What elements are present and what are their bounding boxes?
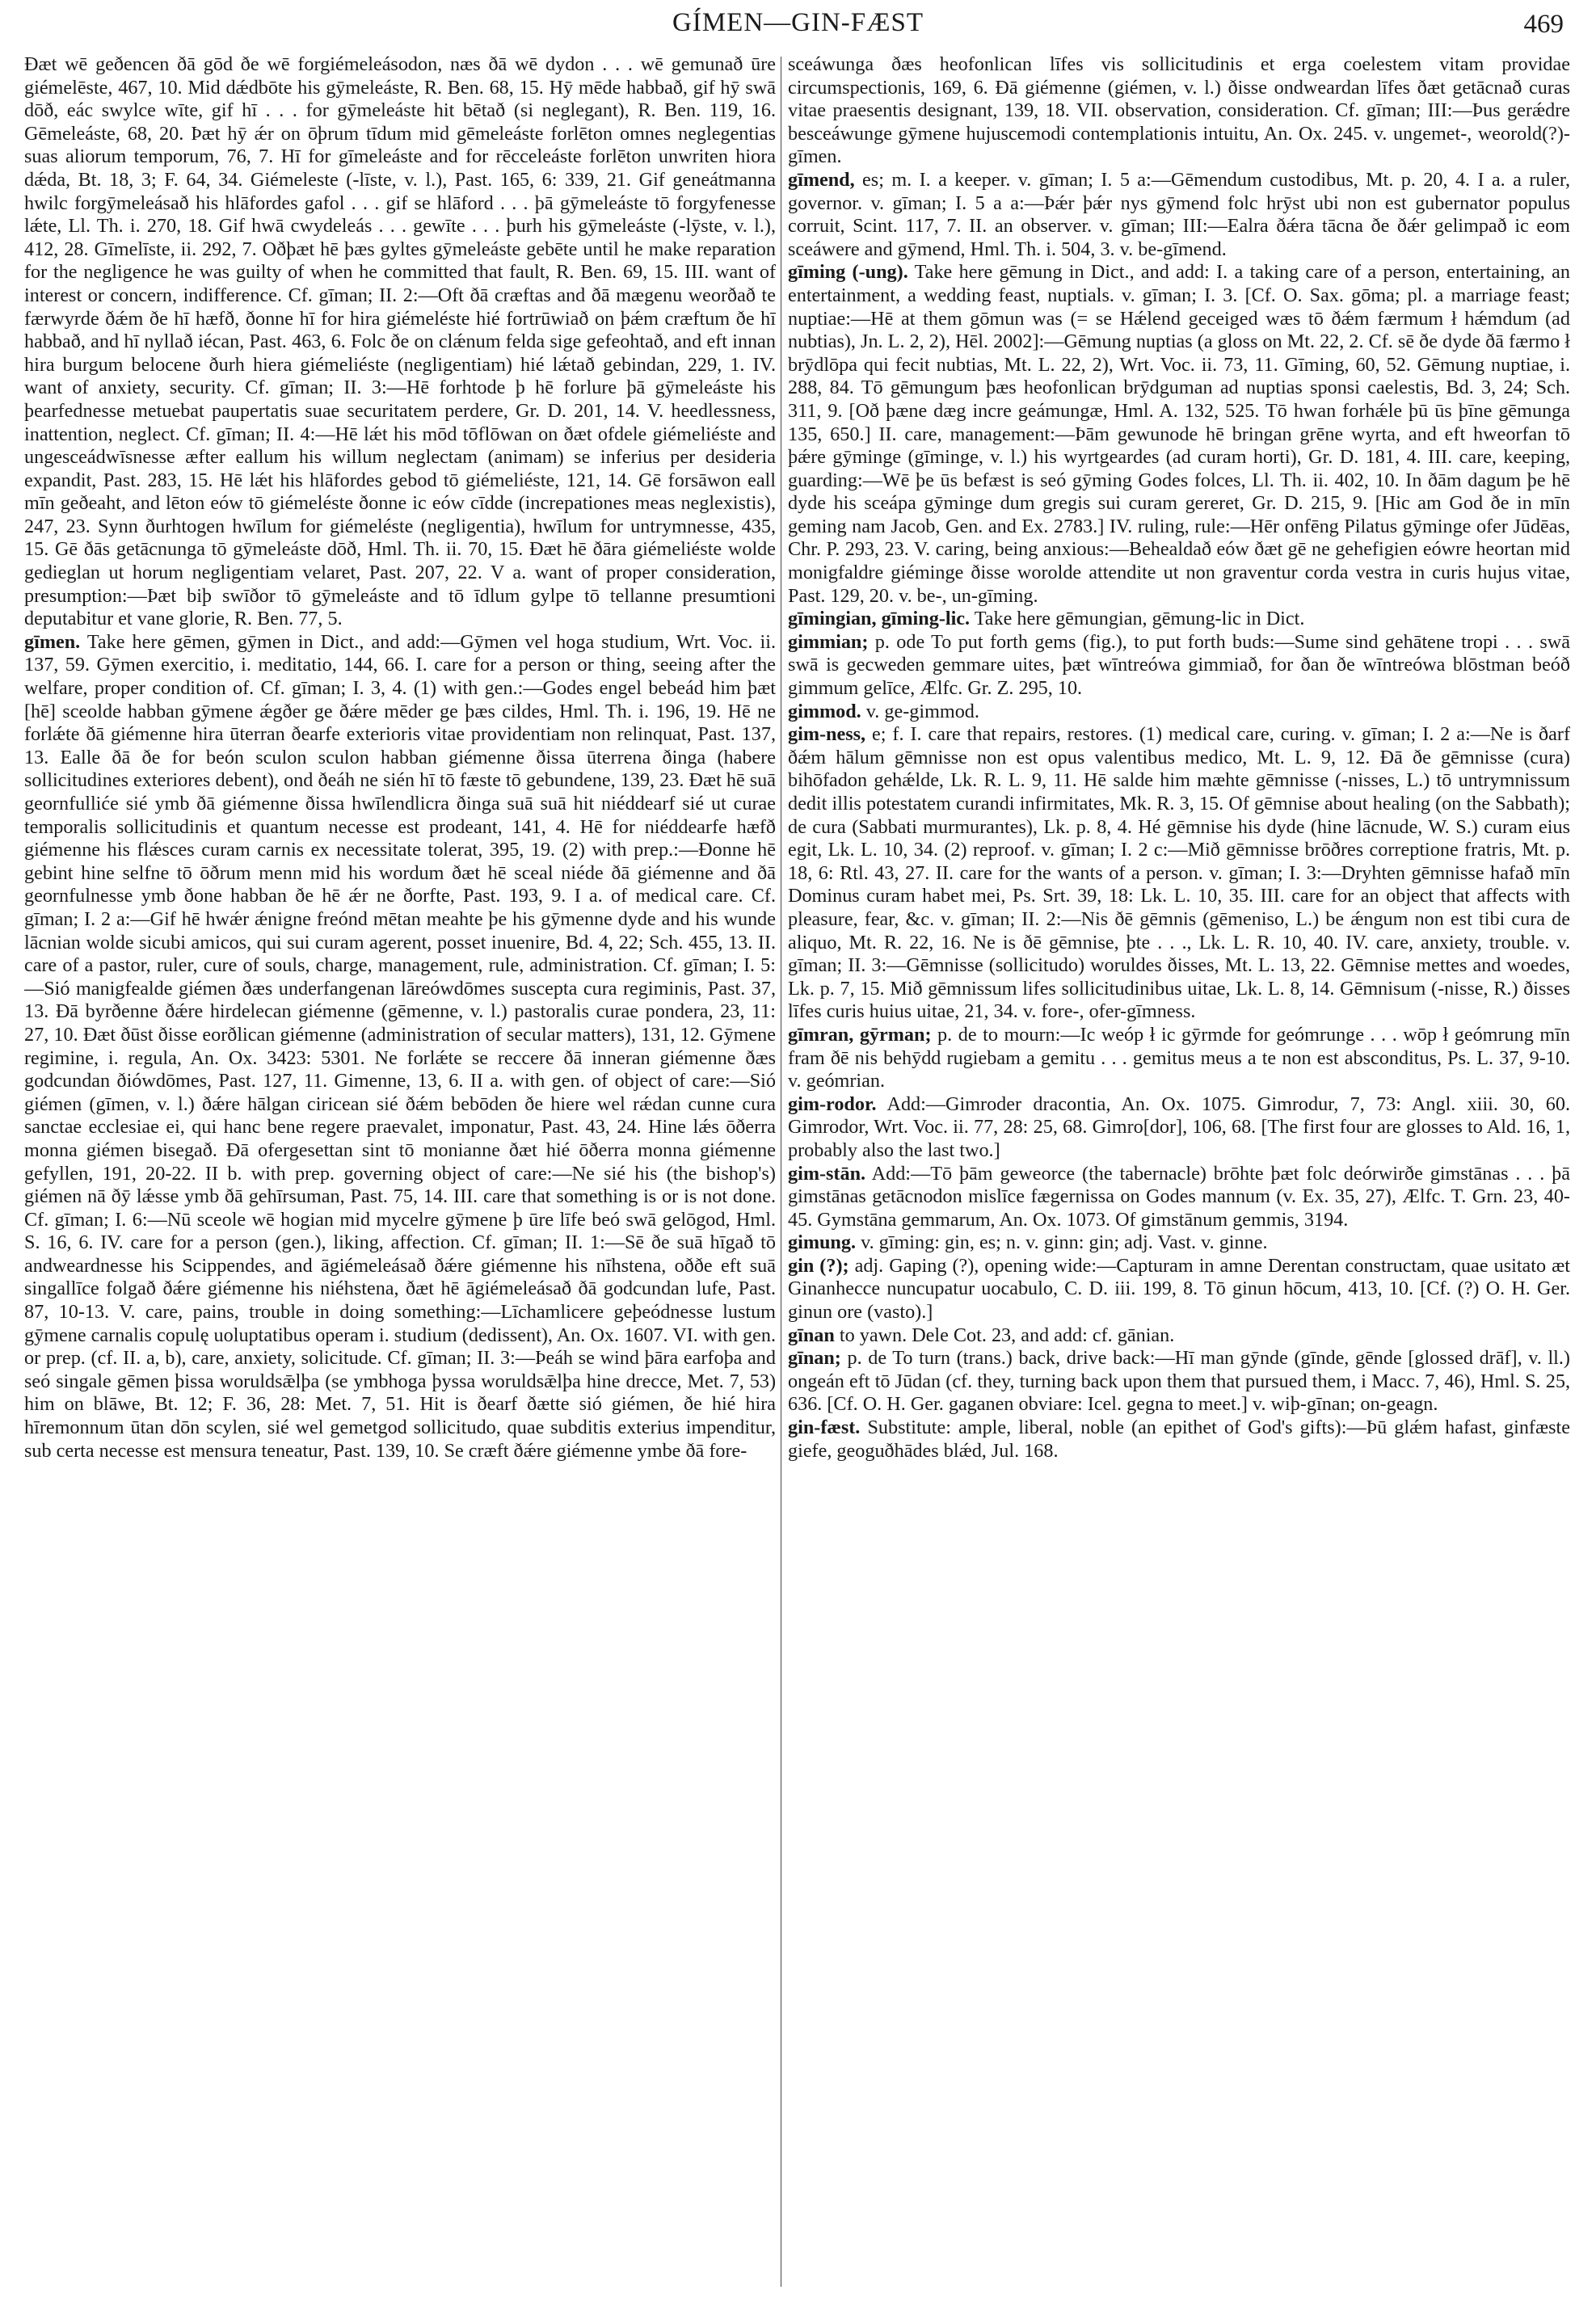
- entry-headword: gimmian;: [788, 630, 869, 653]
- entry-headword: gīnan: [788, 1324, 835, 1346]
- dictionary-entry: [788, 1347, 1570, 1416]
- dictionary-entry: [788, 631, 1570, 701]
- entry-body: Add:—Gimroder dracontia, An. Ox. 1075. Gimrodur, 7, 73: Angl. xiii. 30, 60. Gimrodor, Wrt. Voc. ii. 77, 28: 25, 68. Gimro[dor], 106, 68. [The first four are glosses to Ald. 16, 1, probably also the last two.]: [788, 1092, 1570, 1161]
- dictionary-entry: [788, 701, 1570, 724]
- entry-body: Substitute: ample, liberal, noble (an epithet of God's gifts):—Þū glǽm hafast, ginfæste giefe, geoguðhādes blǽd, Jul. 168.: [788, 1416, 1570, 1462]
- dictionary-entry: [788, 53, 1570, 169]
- dictionary-entry: [788, 261, 1570, 608]
- dictionary-entry: [788, 723, 1570, 1024]
- entry-headword: gimung.: [788, 1231, 857, 1254]
- dictionary-entry: [788, 1324, 1570, 1348]
- page-header: [24, 8, 1572, 44]
- entry-headword: gīmran, gȳrman;: [788, 1023, 932, 1046]
- entry-headword: gim-rodor.: [788, 1092, 877, 1115]
- entry-body: adj. Gaping (?), opening wide:—Capturam in amne Derentan constructam, quae usitato æt Ginanhecce nuncupatur uocabulo, C. D. iii. 199, 8. Tō ginun hōcum, 413, 10. [Cf. (?) O. H. Ger. ginun ore (vasto).]: [788, 1254, 1570, 1324]
- dictionary-entry: [788, 1231, 1570, 1255]
- entry-body: Add:—Tō þām geweorce (the tabernacle) brōhte þæt folc deórwirðe gimstānas . . . þā gimstānas getācnodon mislīce fægernissa on Godes mannum (v. Ex. 35, 27), Ælfc. T. Grn. 23, 40-45. Gymstāna gemmarum, An. Ox. 1073. Of gimstānum gemmis, 3194.: [788, 1162, 1570, 1231]
- entry-headword: gīmend,: [788, 168, 855, 191]
- entry-body: es; m. I. a keeper. v. gīman; I. 5 a:—Gēmendum custodibus, Mt. p. 20, 4. I a. a ruler, governor. v. gīman; I. 5 a a:—Þǽr þǽr nys gȳmend folc hrȳst ubi non est gubernator populus corruit, Scint. 117, 7. II. an observer. v. gīman; III:—Ealra ðǽra tācna ðe ðǽr gelimpað ic eom sceáwere and gȳmend, Hml. Th. i. 504, 3. v. be-gīmend.: [788, 168, 1570, 260]
- dictionary-entry: [788, 1024, 1570, 1093]
- dictionary-entry: [788, 1093, 1570, 1163]
- entry-body: p. de To turn (trans.) back, drive back:—Hī man gȳnde (gīnde, gēnde [glossed drāf], v. ll.) ongeán eft tō Jūdan (cf. they, turning back upon them that pursued them, i Macc. 7, 46), Hml. S. 25, 636. [Cf. O. H. Ger. gaganen obviare: Icel. gegna to meet.] v. wiþ-gīnan; on-geagn.: [788, 1347, 1570, 1416]
- dictionary-entry: [788, 169, 1570, 261]
- entry-body: v. ge-gimmod.: [861, 700, 979, 722]
- entry-headword: gimmod.: [788, 700, 861, 722]
- entry-headword: gīmingian, gīming-lic.: [788, 608, 971, 630]
- running-title: GÍMEN—GIN-FÆST: [672, 8, 924, 37]
- entry-headword: gīnan;: [788, 1347, 841, 1370]
- dictionary-entry: [788, 1163, 1570, 1232]
- dictionary-entry: [788, 1416, 1570, 1463]
- entry-body: p. ode To put forth gems (fig.), to put forth buds:—Sume sind gehātene tropi . . . swā swā is gecweden gemmare uites, þæt wīntreówa gimmiað, for ðan ðe wīntreówa blōstman beóð gimmum gelīce, Ælfc. Gr. Z. 295, 10.: [788, 630, 1570, 700]
- entry-body: e; f. I. care that repairs, restores. (1) medical care, curing. v. gīman; I. 2 a:—Ne is ðarf ðǽm hālum gēmnisse non est opus valentibus medico, Mt. L. 9, 12. Ðā ðe gēmnisse (cura) bihōfadon gehǽlde, Lk. R. L. 9, 11. Hē salde him mæhte gēmnisse (-nisses, L.) tō untrymnissum dedit illis potestatem curandi infirmitates, Mk. R. 3, 15. Of gēmnise about healing (on the Sabbath); de cura (Sabbati murmurantes), Lk. p. 8, 4. Hé gēmnise his dyde (hine lācnude, W. S.) curam eius egit, Lk. L. 10, 34. (2) reproof. v. gīman; I. 2 c:—Mið gēmnisse brōðres correptione fratris, Mt. p. 18, 6: Rtl. 43, 27. II. care for the wants of a person. v. gīman; I. 3:—Dryhten gēmnisse hafað mīn Dominus curam habet mei, Ps. Srt. 39, 18: Lk. L. 10, 35. III. care for an object that affects with pleasure, fear, &c. v. gīman; II. 2:—Nis ðē gēmnis (gēmeniso, L.) be ǽngum non est tibi cura de aliquo, Mt. R. 22, 16. Ne is ðē gēmnise, þte . . ., Lk. L. R. 10, 40. IV. care, anxiety, trouble. v. gīman; II. 3:—Gēmnisse (sollicitudo) woruldes ðisses, Mt. L. 13, 22. Gēmnise mettes and woedes, Lk. p. 7, 15. Mið gēmnissum lifes sollicitudinibus uitae, Lk. L. 8, 14. Gēmnisum (-nisse, R.) ðisses līfes curis huius uitae, 21, 34. v. fore-, ofer-gīmness.: [788, 723, 1570, 1023]
- entry-headword: gim-stān.: [788, 1162, 866, 1185]
- entry-body: Take here gēmungian, gēmung-lic in Dict.: [970, 608, 1305, 630]
- page-number: 469: [1523, 10, 1564, 39]
- entry-body: to yawn. Dele Cot. 23, and add: cf. gānian.: [834, 1324, 1175, 1346]
- dictionary-entry: [788, 1255, 1570, 1324]
- entry-body: sceáwunga ðæs heofonlican līfes vis sollicitudinis et erga coelestem vitam providae circumspectionis, 169, 6. Ðā giémenne (giémen, v. l.) ðisse ondweardan līfes ðæt getācnað curas vitae praesentis designant, 139, 18. VII. observation, consideration. Cf. gīman; III:—Þus gerǽdre besceáwunge gȳmene hujuscemodi contemplationis intuitu, An. Ox. 245. v. ungemet-, weorold(?)-gīmen.: [788, 53, 1570, 168]
- entry-headword: gim-ness,: [788, 723, 866, 746]
- dictionary-entry: [788, 608, 1570, 631]
- right-column: [788, 53, 1570, 2298]
- entry-body: Take here gēmen, gȳmen in Dict., and add:—Gȳmen vel hoga studium, Wrt. Voc. ii. 137, 59. Gȳmen exercitio, i. meditatio, 144, 66. I. care for a person or thing, seeing after the welfare, proper condition of. Cf. gīman; I. 3, 4. (1) with gen.:—Godes engel bebeád him þæt [hē] sceolde habban gȳmene ǽgðer ge ðǽre mēder ge þæs cildes, Hml. Th. i. 196, 19. Hē ne forlǽte ðā giémenne hira ūterran ðearfe exterioris vitae providentiam non relinquat, Past. 137, 13. Ealle ðā ðe for beón sculon sculon habban giémenne ðissa ūterrena ðinga (habere sollicitudines exteriores debent), ond ðeáh ne sién hī tō fæste tō gebundene, 139, 23. Ðæt hē suā geornfulliće sié ymb ðā giémenne ðissa hwīlendlicra ðinga suā suā hit niéddearf sié ut curae temporalis sollicitudinis et quantum necesse est prodeant, 141, 4. Hē for niéddearfe hæfð giémenne his flǽsces curam carnis ex necessitate tolerat, 395, 19. (2) with prep.:—Ðonne hē gebint hine selfne tō ōðrum menn mid his wordum ðæt hē sceal niéde ðā giémenne and ðā geornfulnesse ymb ðone habban ðe hē ǽr ne ðorfte, Past. 193, 9. I a. of medical care. Cf. gīman; I. 2 a:—Gif hē hwǽr ǽnigne freónd mētan meahte þe his gȳmenne dyde and his wunde lācnian wolde sicubi amicos, qui sui curam agerent, posset inuenire, Bd. 4, 22; Sch. 455, 13. II. care of a pastor, ruler, cure of souls, charge, management, rule, administration. Cf. gīman; I. 5:—Sió manigfealde giémen ðæs underfangenan lāreówdōmes suscepta cura regiminis, Past. 37, 13. Ðā byrðenne ðǽre hirdelecan giémenne (gēmenne, v. l.) pastoralis curae pondera, 23, 11: 27, 10. Ðæt ðūst ðisse eorðlican giémenne (administration of secular matters), 131, 12. Gȳmene regimine, i. regula, An. Ox. 3423: 5301. Ne forlǽte se reccere ðā inneran giémenne ðæs godcundan ðiówdōmes, Past. 127, 11. Gimenne, 13, 6. II a. with gen. of object of care:—Sió giémen (gīmen, v. l.) ðǽre hālgan ciricean sié ðǽm bebōden ðe hiere wel rǽdan cunne cura sanctae ecclesiae ei, qui hanc bene regere praevalet, imponatur, Past. 43, 24. Hine lǽs ōðerra monna giémen bisegað. Ðā ofergesettan sint tō monianne ðæt hié ōðerra monna giémenne gefyllen, 191, 20-22. II b. with prep. governing object of care:—Ne sié his (the bishop's) giémen nā ðȳ lǽsse ymb ðā gehīrsuman, Past. 75, 14. III. care that something is or is not done. Cf. gīman; I. 6:—Nū sceole wē hogian mid mycelre gȳmene þ ūre līfe beó swā gelōgod, Hml. S. 16, 6. IV. care for a person (gen.), liking, affection. Cf. gīman; II. 1:—Sē ðe suā hīgað tō andweardnesse his Scippendes, and āgiémeleásað ðǽre giémenne his nīhstena, oððe eft suā singallīce folgað ðǽre giémenne his niéhstena, ðæt hē āgiémeleásað ðā godcundan lufe, Past. 87, 10-13. V. care, pains, trouble in doing something:—Līchamlicere geþeódnesse lustum gȳmene carnalis copulę uoluptatibus operam i. studium (dedissent), An. Ox. 1607. VI. with gen. or prep. (cf. II. a, b), care, anxiety, solicitude. Cf. gīman; II. 3:—Þeáh se wind þāra earfoþa and seó singale gēmen þissa woruldsǣlþa (se ymbhoga þyssa woruldsǣlþa hine drecce, Met. 7, 53) him on blāwe, Bt. 12; F. 36, 28: Met. 7, 51. Hit is ðearf ðætte sió giémen, ðe hié hira hīremonnum ūtan dōn scylen, sié wel gemetgod sollicitudo, quae subditis exterius impenditur, sub certa necesse est mensura teneatur, Past. 139, 10. Se cræft ðǽre giémenne ymbe ðā fore-: [24, 630, 776, 1462]
- dictionary-entry: [24, 631, 776, 1463]
- entry-headword: gin-fæst.: [788, 1416, 861, 1439]
- entry-body: v. gīming: gin, es; n. v. ginn: gin; adj. Vast. v. ginne.: [856, 1231, 1268, 1254]
- dictionary-entry: [24, 53, 776, 631]
- entry-headword: gīmen.: [24, 630, 81, 653]
- entry-headword: gīming (-ung).: [788, 261, 908, 284]
- entry-body: Take here gēmung in Dict., and add: I. a taking care of a person, entertaining, an entertainment, a wedding feast, nuptials. v. gīman; I. 3. [Cf. O. Sax. gōma; pl. a marriage feast; nuptiae:—Hē at them gōmun was (= se Hǽlend geceiged wæs tō ðǽm færmum ł hǽmdum (ad nubtias), Jn. L. 2, 2), Hēl. 2002]:—Gēmung nuptias (a gloss on Mt. 22, 2. Cf. sē ðe dyde ðā færmo ł brȳdlōpa qui fecit nubtias, Mt. L. 22, 2), Wrt. Voc. ii. 73, 11. Gīming, 60, 52. Gēmung nuptiae, i. 288, 84. Tō gēmungum þæs heofonlican brȳdguman ad nuptias sponsi caelestis, Bd. 3, 24; Sch. 311, 9. [Oð þæne dæg incre geámungæ, Hml. A. 132, 525. Tō hwan forhǽle þū ūs þīne gēmunga 135, 650.] II. care, management:—Þām gewunode hē bringan grēne wyrta, and eft hweorfan tō þǽre gȳminge (gīminge, v. l.) his wyrtgeardes (ad curam horti), Gr. D. 181, 4. III. care, keeping, guarding:—Wē þe ūs befæst is seó gȳming Godes folces, Ll. Th. ii. 402, 10. In ðām dagum þe hē dyde his sceápa gȳminge dum gregis sui curam gereret, Gr. D. 215, 9. [Hic am God ðe in mīn geming nam Jacob, Gen. and Ex. 2783.] IV. ruling, rule:—Hēr onfēng Pilatus gȳminge ofer Jūdēas, Chr. P. 293, 23. V. caring, being anxious:—Behealdað eów ðæt gē ne gehefigien eówre heortan mid monigfaldre giéminge ðisse worolde attendite ut non graventur corda vestra in curis hujus vitae, Past. 129, 20. v. be-, un-gīming.: [788, 261, 1570, 607]
- left-column: [24, 53, 776, 2298]
- entry-headword: gin (?);: [788, 1254, 849, 1277]
- entry-body: Ðæt wē geðencen ðā gōd ðe wē forgiémeleásodon, næs ðā wē dydon . . . wē gemunað ūre giémelēste, 467, 10. Mid dǽdbōte his gȳmeleáste, R. Ben. 68, 15. Hȳ mēde habbað, gif hȳ swā dōð, eác swylce wīte, gif hī . . . for gȳmeleáste hit bētað (si neglegant), R. Ben. 119, 16. Gēmeleáste, 68, 20. Þæt hȳ ǽr on ōþrum tīdum mid gēmeleáste forlēton omnes neglegentias suas aliorum temporum, 76, 7. Hī for gīmeleáste and for rēcceleáste forlēton unwriten hiora dǽda, Bt. 18, 3; F. 64, 34. Giémeleste (-līste, v. l.), Past. 165, 6: 339, 21. Gif geneátmanna hwilc forgȳmeleásað his hlāfordes gafol . . . gif se hlāford . . . þā gȳmeleáste tō forgyfenesse lǽte, Ll. Th. i. 270, 18. Gif hwā cwydeleás . . . gewīte . . . þurh his gȳmeleáste (-lȳste, v. l.), 412, 28. Gīmelīste, ii. 292, 7. Oðþæt hē þæs gyltes gȳmeleáste gebēte until he make reparation for the negligence he was guilty of when he committed that fault, R. Ben. 69, 15. III. want of interest or concern, indifference. Cf. gīman; II. 2:—Oft ðā cræftas and ðā mægenu weorðað te færwyrde ðǽm ðe hī hæfð, ðonne hī for hira giémeléste hié fortrūwiað on þǽm cræftum ðe hī habbað, and hī nyllað iécan, Past. 463, 6. Folc ðe on clǽnum felda sige gefeohtað, and eft innan hira burgum belocene ðurh hiera giémeliéste (negligentiam) hié lǽtað gebindan, 229, 1. IV. want of anxiety, security. Cf. gīman; II. 3:—Hē forhtode þ hē forlure þā gȳmeleáste his þearfednesse metuebat paupertatis suae securitatem perdere, Gr. D. 201, 14. V. heedlessness, inattention, neglect. Cf. gīman; II. 4:—Hē lǽt his mōd tōflōwan on ðæt ofdele giémeliéste and ungesceádwīsnesse æfter eallum his willum neglectam (animam) se inferius per desideria expandit, Past. 283, 15. Hē lǽt his hlāfordes gebod tō giémeliéste, 121, 14. Gē forsāwon eall mīn geðeaht, and lēton eów tō giémeléste ðonne ic eów cīdde (increpationes meas neglexistis), 247, 23. Synn ðurhtogen hwīlum for giémeléste (negligentia), hwīlum for untrymnesse, 435, 15. Gē ðās getācnunga tō gȳmeleáste dōð, Hml. Th. ii. 70, 15. Ðæt hē ðāra giémeliéste wolde gedieglan ut horum negligentiam velaret, Past. 207, 22. V a. want of proper consideration, presumption:—Þæt biþ swīðor tō gȳmeleáste and tō īdlum gylpe tō tellanne presumtioni deputabitur et vane glorie, R. Ben. 77, 5.: [24, 53, 776, 630]
- entry-body: p. de to mourn:—Ic weóp ł ic gȳrmde for geómrunge . . . wōp ł geómrung mīn fram ðē nis behȳdd rugiebam a gemitu . . . gemitus meus a te non est absconditus, Ps. L. 37, 9-10. v. geómrian.: [788, 1023, 1570, 1092]
